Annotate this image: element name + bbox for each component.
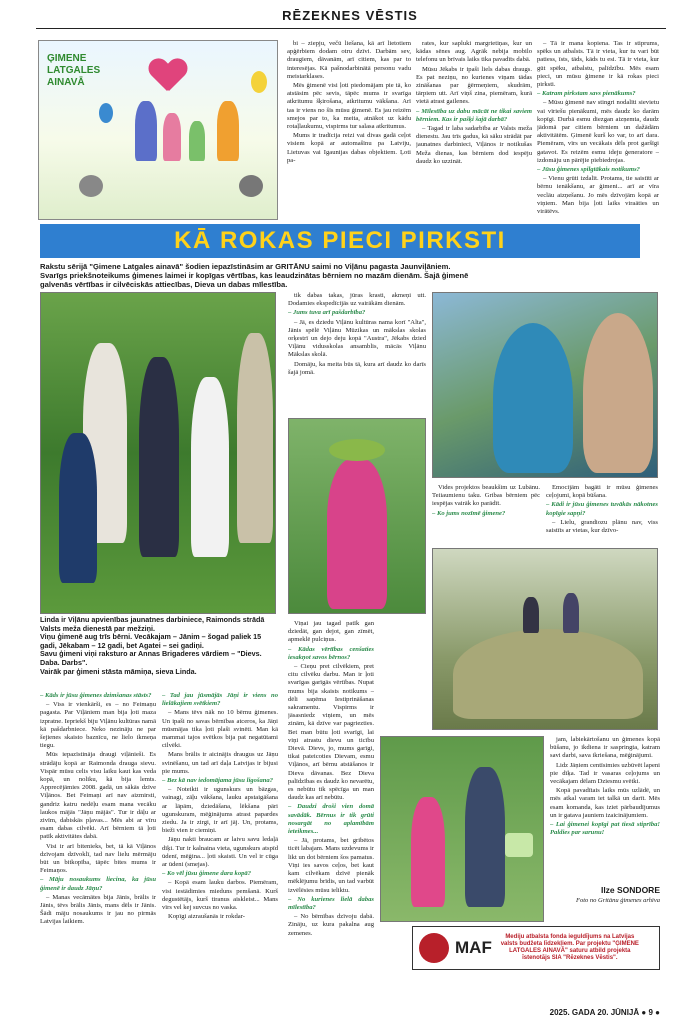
interview-question: – Jūsu ģimenes spilgtākais notikums? <box>537 166 640 174</box>
lede <box>40 262 470 289</box>
person-figure <box>139 357 179 557</box>
caption-line: Viņu ģimenē aug trīs bērni. Vecākajam – Jānim – šogad paliek 15 gadi, Jēkabam – 12 gadi, bet Agatei – sei gadiņi. <box>40 632 262 650</box>
paragraph: – Lielu, grandiozu plānu nav, viss saistīts ar vietas, kur dzīvo- <box>546 518 658 535</box>
family-photo <box>40 292 276 614</box>
paragraph: – Vienu grūti izdalīt. Protams, tie saistīti ar bērnu ienākšanu, ar ģimeni... arī ar vīra veclāu aizņešanu. Jo mēs dzīvojām kopā ar viņiem. Man bija ļoti laiks viraāties un virātēvs. <box>537 175 659 216</box>
drawn-animal <box>239 175 263 197</box>
drawn-figure <box>217 101 239 161</box>
heart-icon <box>149 59 187 93</box>
girl-photo <box>288 418 426 614</box>
kids-photo <box>380 736 544 922</box>
paragraph: Viņai jau tagad patīk gan dziedāt, gan dejot, gan zīmēt, apmeklē pulciņus. <box>288 620 374 644</box>
drawn-animal <box>79 175 103 197</box>
interview-question: – Lai ģimenei kopīgi pat tiesā stiprība! Paldies par sarunu! <box>550 821 660 837</box>
column-top-1 <box>287 40 411 220</box>
interview-question: – No kurienes lielā dabas mīlestība? <box>288 895 374 911</box>
column-photo3-caption <box>432 484 540 546</box>
caption-line: Savu ģimeni viņi raksturo ar Annas Brigaderes vārdiem – "Dievs. Daba. Darbs". <box>40 649 262 667</box>
column-top-2 <box>416 40 532 220</box>
maf-logo: MAF <box>455 938 492 957</box>
paragraph: Mums ir tradīcija reizi vai divas gadā ceļot visiem kopā ar automašīnu pa Latviju, Lietuvas vai Igaunijas dabas objektiem. Ļoti pa- <box>287 132 411 164</box>
column-mid-1 <box>288 292 426 416</box>
paragraph: – Tagad ir laba sadarbība ar Valsts meža dienestu. Jau trīs gadus, kā sāku strādāt par jaunatnes darbinieci, Viļānos ir notikušas Meža dienas, kas bērniem dod iespēju daudz ko uzzināt. <box>416 125 532 165</box>
drawn-figure <box>135 101 157 161</box>
balloon-icon <box>251 71 267 93</box>
bullet-icon: ● <box>641 1008 649 1017</box>
author-signature <box>548 886 660 905</box>
paragraph: Jāņu nakti braucam ar laivu savu ledaļā dīķi. Tur ir kalnaina vieta, ugunskurs atspīd ūdenī, mēģina... ļoti skaisti. Un vel ir cūga ar ūdeni (smejas). <box>162 836 278 869</box>
paragraph: – Jā, es dziedu Viļānu kultūras nama korī "Alta", Jānis spēlē Viļānu Mūzikas un mākslas skolas orķestrī un dejo deju kopā "Austra", Jēkabs dzied Viļānu vidusskolas ansamblis, mācās Viļānu Mākslas skolā. <box>288 318 426 359</box>
paragraph: rates, kur sapluki margrietiņas, kur un kādas sēnes aug. Agrāk nebija mobilo telefonu un brīvais laiks tika pavadīts dabā. <box>416 40 532 64</box>
paragraph: Visi ir arī bitenieks, bet, tā kā Viļānos dzīvojam dzīvoklī, tad nav lielu mērmāju būt un bitkopība, tāpēc bites mums ir Feimaņos. <box>40 842 156 875</box>
masthead-rule <box>36 28 666 29</box>
person-figure <box>465 767 505 907</box>
paragraph: – Kopā esam lauku darbos. Piemēram, visi iestādimies mieduns pemšanā. Kurš degustētājs, kurš tiranus aiskleist... Mans vīrs vel kej suvcus no vaska. <box>162 879 278 912</box>
person-figure <box>583 313 653 473</box>
paragraph: Domāju, ka meita būs tā, kura arī daudz ko darīs šajā jomā. <box>288 360 426 376</box>
interview-question: – Kādas vērtības cenšaties iesakņot savos bērnos? <box>288 645 374 661</box>
headline: KĀ ROKAS PIECI PIRKSTI <box>40 224 640 258</box>
column-mid-lower <box>288 620 374 1002</box>
family-photo-caption <box>40 616 276 676</box>
paragraph: Mēs ģimenē visi ļoti piedomājam pie tā, ko atstāsim pēc sevis, tāpēc mums ir svarīga atkritumu šķirošana, atkritumu vākšana. Arī tas ir viens no šīs mūsu ģimenē. Es jau reizēm smejos par to, ka meita, atnākot uz kādu rotaļlaukumu, vispirms tur salasa atkritumus. <box>287 82 411 131</box>
drawn-figure <box>189 121 205 161</box>
interview-question: – Jums tuva arī pašdarbība? <box>288 309 366 317</box>
coat-of-arms-icon <box>419 933 449 963</box>
paragraph: Mūs iepazīstināja draugi viļānieši. Es strādāju kopā ar Raimonda drauga sievu. Vispār mūsu celis visu laiku kaut kas veda kopā, un noliku, kā bija lemts. Apprecējāmies 2008. gadā, un sākās dzīve Viļānos. Bet Feimaņi arī nav aizmirsti, gandriz katru nedēļu esam mana vecāku laukos mājās "Jāņu mājās". Tur ir dāļu ar zivīm, dabiskās pļavas... Mēs abi ar vīru esam dabas cilvēki. Arī bērniem tā ļoti patīk aktivitātes dabā. <box>40 751 156 841</box>
forest-rock-photo <box>432 548 658 730</box>
person-figure <box>59 433 97 583</box>
person-figure <box>327 459 387 609</box>
paragraph: Lidz Jāņiem centīsimies uzbūvēt lapeni pie dīķa. Tad ir vasaras ceļojums un vecākajam dēlam Dziesmu svētki. <box>550 761 660 786</box>
person-figure <box>563 593 579 633</box>
paragraph: Mans brālis ir aicinājis draugus uz Jāņu svinēšanu, un tad arī daļa Latvijas ir bijusi pie mums. <box>162 751 278 775</box>
person-figure <box>523 597 539 633</box>
paragraph: Kopīgi aizraušanās ir rokdar- <box>168 913 245 921</box>
sponsor-text: Mediju atbalsta fonda ieguldījums na Latvijas valsts budžeta līdzekļiem. Par projektu "ĢIMENE LATGALES AINAVĀ" saturu atbild projekta īstenotājs SIA "Rēzeknes Vēstis". <box>500 933 639 962</box>
person-figure <box>411 797 445 907</box>
person-figure <box>493 323 573 473</box>
couple-photo <box>432 292 658 478</box>
children-drawing <box>38 40 278 220</box>
interview-question: – Kādi ir jūsu ģimenes tuvākās nākotnes kopīgie sapņi? <box>546 501 658 517</box>
paragraph: – Cieņu pret cilvēkiem, pret citu cilvēku darbu. Man ir ļoti svarīgas garīgās vērtības. Nupat mums bija skaists notikums – dēli saņēma Iestiprināšanas sakramentu. Vispirms ir jāsasniedz viņiem, un mēs zinām, kā dzīve var pagriezties. Bet man būtu ļoti svarīgi, lai viņi atrastu dievu un ticību Dievā. Dievs, jo, mums garīgi, tikai pateicoties Dievam, esmu Viļānos, arī bērnu atstāšanos ir Dieva dāvanas. Bez Dieva palīdzības es daudz ko nevarētu, es nebūtu tik spēcīga un man daudz kas arī nebūtu. <box>288 663 374 802</box>
drawn-figure <box>163 113 181 161</box>
basket-icon <box>505 833 533 857</box>
sponsor-box <box>412 926 660 970</box>
column-mid-3 <box>546 484 658 546</box>
column-right-lower <box>550 736 660 886</box>
paragraph: – Manas vecāmātes bija Jānis, brālis ir Jānis, tēvs brālis Jānis, mans dēls ir Jānis. Šādi māju nosaukums ir jau no pirmās Latvijas laikiem. <box>40 893 156 926</box>
column-left-lower-2 <box>162 692 278 1002</box>
caption-line: Vairāk par ģimeni stāsta māmiņa, sieva Linda. <box>40 666 197 676</box>
paragraph: tik dabas takas, jūras krasti, akmeņi utt. Dodamies ekspedīcijās uz vairākām dienām. <box>288 292 426 308</box>
paragraph: bi – ziepju, večū liešana, kā arī lietotiem apģērbiem dodam otru dzīvi. Darbām sev, draugiem, dāvanām, arī citiem, kas par to interesējas. Kā pašnodarbinātā personu vadu meistarklases. <box>287 40 411 80</box>
paragraph: jam, labiekārtošanu un ģimenes kopā būšanu, jo ikdiena ir saspringta, katram savi darbi, sava ikriešana, mēģinājumi. <box>550 736 660 760</box>
interview-question: – Bez kā nav iedomājama jūsu ligošana? <box>162 777 274 785</box>
paragraph: Emocijām bagāti ir mūsu ģimenes ceļojumi, kopā būšana. <box>546 484 658 500</box>
caption-line: Linda ir Viļānu apvienības jaunatnes darbiniece, Raimonds strādā Valsts meža dienestā par mežziņi. <box>40 615 265 633</box>
banner-title: ĢIMENE LATGALES AINAVĀ <box>47 53 101 88</box>
bullet-icon: ● <box>655 1008 660 1017</box>
paragraph: – Jā, protams, bet gribētos ticēt labajam. Mans uzdevums ir likt un dot bērniem šos pamatus. Viņi ies savos ceļos, bet kaut kam cilvēkam dzīvē pienāk mēklējumu brīdis, un tad varbūt izvēlēsies mūsu ieliktu. <box>288 837 374 894</box>
page-footer <box>480 1008 660 1017</box>
lede-line: Svarīgs priekšnoteikums ģimenes laimei ir kopīgas vērtības, kas leaudzinātas bērniem no mazām dienām. Šajā ģimenē galvenās vērtības ir cilvēciskās attiecības, Dieva un dabas mīlestība. <box>40 271 469 289</box>
column-left-lower <box>40 692 156 1002</box>
paragraph: – Mūsu ģimenē nav stingri nodalīti sievietu vai vīriešu pienākumi, mēs daudz ko darām kopīgi. Durbā esmu diezgan aizņemta, daudz jādomā par citiem bērniem un dažādām aktivitātēm. Ģimenē kurš ko var, to arī dara. Piemēram, vīrs un vecākais dēls prot garšīgi gatavot. Es reizēm esmu ideju ģeneratore – izdomāju un pārējie piebiedrojas. <box>537 99 659 164</box>
paragraph: – Mans tēvs nāk no 10 bērnu ģimenes. Un ipaši no savas bērnības atceros, ka Jāņi mūsmājas tika ļoti plaši svinēti. Man kā mammai tajos svētkos bija pat negatūtami cilvēki. <box>162 709 278 750</box>
paragraph: – Viss ir vienkārši, es – no Feimaņu pagasta. Par Viļāniem man bija ļoti maza izpratne. Iepriekš biju Viļānu kultūras namā kā pašdarbniece. Neko nezināju ne par šejienes skaisto baznīcu, ne lielo ikmeņa tiegu. <box>40 701 156 750</box>
interview-question: – Daudzi droši vien domā savādāk. Bērnus ir tik grūti nosargāt no aplamībām ieteikmes... <box>288 803 374 836</box>
person-figure <box>191 377 229 557</box>
paragraph: Vides projektos beaukšim uz Lubānu. Teiiaumienu taku. Gribas bērniem pēc iespējas vairāk ko parādīt. <box>432 484 540 508</box>
interview-question: – Katram pirkstam savs pienākums? <box>537 90 636 98</box>
lede-line: Rakstu sērijā "Ģimene Latgales ainavā" šodien iepazīstināsim ar GRITĀNU saimi no Viļānu pagasta Jaunviļāniem. <box>40 262 451 271</box>
paragraph: – Noteikti ir ugunskurs un bāzgas, vainagi, zāļu vākšana, lauku apstaigāšana ar lāpām, dziedāšana, lēkšana pāri ugunskuram, mēģinājums atrast papardes ziedu. Ja ir zirgi, ir arī jāj. Un, protams, bieži vien ir ciemiņi. <box>162 786 278 835</box>
interview-question: – Māju nosaukums liecina, ka jūsu ģimenē ir daudz Jāņu? <box>40 876 156 892</box>
page-number: 9 <box>648 1008 653 1017</box>
balloon-icon <box>99 103 113 123</box>
issue-date: 2025. GADA 20. JŪNIJĀ <box>549 1008 640 1017</box>
interview-question: – Ko jums nozīmē ģimene? <box>432 509 506 517</box>
paragraph: Mūsu Jēkabs ir ipaši liels dabas draugs. Es pat neziņu, no kurienes viņam tādas zināšanas par ģērmeņiem, skudrām, tārpiem utt. Arī viņš zina, piemēram, kurā vietā atrast gailenes. <box>416 65 532 106</box>
boulder <box>453 629 643 719</box>
wreath-icon <box>329 439 385 461</box>
masthead: RĒZEKNES VĒSTIS <box>282 8 418 23</box>
author-name: Ilze SONDORE <box>600 885 660 895</box>
interview-question: – Tad jau jūsmājās Jāņi ir viens no lielākajiem svētkiem? <box>162 692 278 708</box>
paragraph: Kopā pavadītais laiks mūs uzlādē, un mēs atkal varam iet talkā un darīt. Mēs esam komanda, kas iziet pārbaudījumus un ir gatava jauniem izaicinājumiem. <box>550 787 660 819</box>
person-figure <box>237 333 273 543</box>
paragraph: – Tā ir mana kopiena. Tas ir stiprums, spēks un atbalsts. Tā ir vieta, kur tu vari būt patiess, īsts, tāds, kāds tu esi. Tā ir vieta, kur gūt spēku, atbalstu, palīdzību. Mēs esam pieci, un mūsu ģimene ir kā rokas pieci pirksti. <box>537 40 659 89</box>
photo-credit: Foto no Gritānu ģimenes arhīva <box>575 896 660 904</box>
interview-question: – Mīlestība uz dabu mācāt ne tikai saviem bērniem. Kas ir pašķi šajā darbā? <box>416 107 532 123</box>
interview-question: – Ko vēl jūsu ģimene dara kopā? <box>162 870 252 878</box>
paragraph: – No bērnības dzīvoju dabā. Zināju, uz kura pakalna aug zemenes. <box>288 913 374 937</box>
interview-question: – Kāds ir jūsu ģimenes dzimšanas stāsts? <box>40 692 152 699</box>
